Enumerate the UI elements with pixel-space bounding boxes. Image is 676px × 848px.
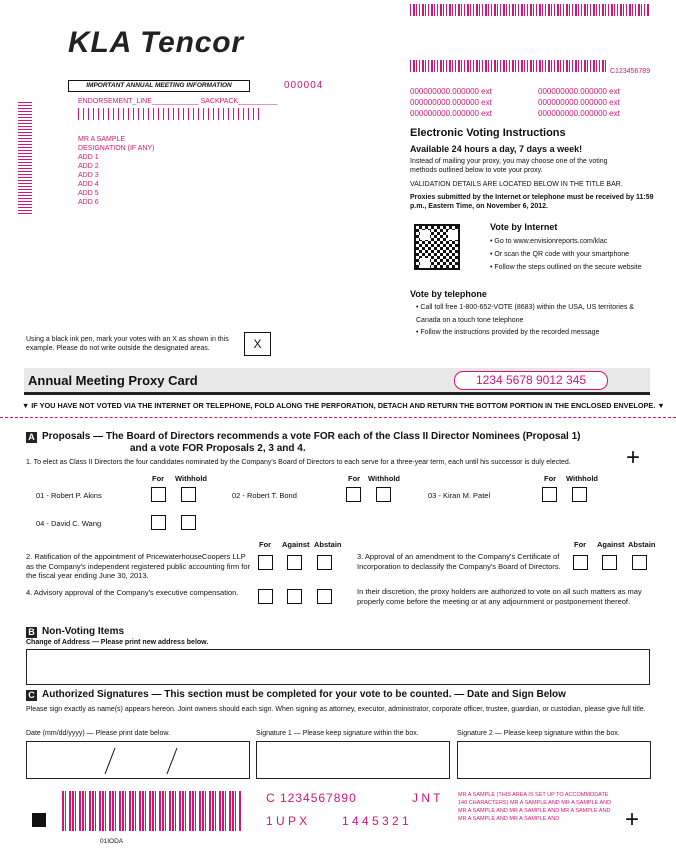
plus-mark: +	[626, 444, 641, 471]
section-a-title-1: Proposals — The Board of Directors recommends a vote FOR each of the Class II Director Nominees (Proposal 1)	[42, 431, 581, 442]
nominee-3: 03 - Kiran M. Patel	[428, 491, 491, 500]
ext-number: 000000000.000000 ext	[538, 109, 620, 118]
address-line: ADD 1	[78, 154, 99, 161]
proposal-2-text: 2. Ratification of the appointment of PricewaterhouseCoopers LLP as the Company's independent registered public accounting firm for the fiscal year ending June 30, 2013.	[26, 552, 251, 580]
nominee-2-withhold-checkbox[interactable]	[376, 487, 391, 502]
qr-code[interactable]	[414, 224, 460, 270]
col-for: For	[574, 540, 587, 549]
col-for: For	[544, 474, 557, 483]
signature-1-label: Signature 1 — Please keep signature within the box.	[256, 730, 419, 737]
nominee-4-for-checkbox[interactable]	[151, 515, 166, 530]
logo	[68, 22, 248, 60]
proposal-4-abstain-checkbox[interactable]	[317, 589, 332, 604]
vote-internet	[490, 222, 660, 274]
top-barcode	[410, 4, 650, 16]
col-for: For	[259, 540, 272, 549]
address-line: ADD 6	[78, 199, 99, 206]
footer-code-1: C 1234567890	[266, 791, 357, 805]
endorsement-line: ENDORSEMENT_LINE____________ SACKPACK__________	[78, 98, 278, 105]
proposal-2-for-checkbox[interactable]	[258, 555, 273, 570]
nominee-2: 02 - Robert T. Bond	[232, 491, 297, 500]
date-field[interactable]	[26, 741, 250, 779]
address-line: ADD 3	[78, 172, 99, 179]
proposal-3-for-checkbox[interactable]	[573, 555, 588, 570]
proposal-3-abstain-checkbox[interactable]	[632, 555, 647, 570]
nominee-1: 01 - Robert P. Akins	[36, 491, 102, 500]
evi-intro: Instead of mailing your proxy, you may choose one of the voting methods outlined below to vote your proxy.	[410, 158, 608, 174]
nominee-4: 04 - David C. Wang	[36, 519, 102, 528]
nominee-2-for-checkbox[interactable]	[346, 487, 361, 502]
proposal-3-text: 3. Approval of an amendment to the Company's Certificate of Incorporation to declassify the Company's Board of Directors.	[357, 552, 561, 571]
nominee-4-withhold-checkbox[interactable]	[181, 515, 196, 530]
section-c-title: Authorized Signatures — This section must be completed for your vote to be counted. — Date and Sign Below	[42, 689, 566, 700]
evi-deadline: Proxies submitted by the Internet or telephone must be received by 11:59 p.m., Eastern Time, on November 6, 2012.	[410, 194, 654, 210]
ink-instruction: Using a black ink pen, mark your votes with an X as shown in this example. Please do not write outside the designated areas.	[26, 336, 229, 352]
electronic-voting	[410, 127, 660, 211]
nominee-3-withhold-checkbox[interactable]	[572, 487, 587, 502]
evi-title: Electronic Voting Instructions	[410, 127, 566, 139]
col-against: Against	[282, 540, 310, 549]
col-abstain: Abstain	[628, 540, 656, 549]
address-line: ADD 5	[78, 190, 99, 197]
section-b-marker: B	[26, 627, 37, 638]
vote-telephone	[410, 289, 660, 340]
bottom-barcode	[62, 791, 242, 831]
section-a-marker: A	[26, 432, 37, 443]
address-line: ADD 2	[78, 163, 99, 170]
nominee-1-for-checkbox[interactable]	[151, 487, 166, 502]
address-line: MR A SAMPLE	[78, 136, 126, 143]
col-against: Against	[597, 540, 625, 549]
signature-2-field[interactable]	[457, 741, 651, 779]
example-x-box: X	[244, 332, 271, 356]
internet-step: • Or scan the QR code with your smartphone	[490, 251, 630, 258]
signature-1-field[interactable]	[256, 741, 450, 779]
fold-instruction: ▼ IF YOU HAVE NOT VOTED VIA THE INTERNET OR TELEPHONE, FOLD ALONG THE PERFORATION, DETACH AND RETURN THE BOTTOM PORTION IN THE ENCLOSED ENVELOPE. ▼	[22, 401, 665, 410]
address-line: ADD 4	[78, 181, 99, 188]
left-vertical-barcode	[18, 100, 32, 214]
kla-tencor-logo	[68, 22, 248, 60]
change-address-field[interactable]	[26, 649, 650, 685]
address-line: DESIGNATION (IF ANY)	[78, 145, 155, 152]
barcode-code: C123456789	[610, 68, 651, 75]
date-slashes	[27, 742, 249, 778]
section-c-marker: C	[26, 690, 37, 701]
col-withhold: Withhold	[368, 474, 401, 483]
nominee-1-withhold-checkbox[interactable]	[181, 487, 196, 502]
internet-step[interactable]: • Go to www.envisionreports.com/klac	[490, 238, 608, 245]
evi-validation: VALIDATION DETAILS ARE LOCATED BELOW IN THE TITLE BAR.	[410, 181, 623, 188]
col-for: For	[152, 474, 165, 483]
ext-number: 000000000.000000 ext	[410, 98, 492, 107]
section-a-title-2: and a vote FOR Proposals 2, 3 and 4.	[130, 443, 306, 454]
ext-numbers-right	[538, 86, 620, 119]
evi-availability: Available 24 hours a day, 7 days a week!	[410, 144, 583, 154]
footer-code-2: 1 U P X	[266, 814, 308, 828]
proposal-4-text: 4. Advisory approval of the Company's executive compensation.	[26, 588, 239, 597]
internet-step: • Follow the steps outlined on the secure website	[490, 264, 642, 271]
telephone-steps	[410, 302, 660, 340]
proposal-2-abstain-checkbox[interactable]	[317, 555, 332, 570]
col-for: For	[348, 474, 361, 483]
registration-mark	[32, 813, 46, 827]
proposal-4-for-checkbox[interactable]	[258, 589, 273, 604]
col-abstain: Abstain	[314, 540, 342, 549]
signature-instructions: Please sign exactly as name(s) appears hereon. Joint owners should each sign. When signing as attorney, executor, administrator, corporate officer, trustee, guardian, or custodian, please give full title.	[26, 706, 646, 713]
discretion-text: In their discretion, the proxy holders are authorized to vote on all such matters as may properly come before the meeting or at any adjournment or postponement thereof.	[357, 587, 642, 606]
proposal-2-against-checkbox[interactable]	[287, 555, 302, 570]
sequence-number: 000004	[284, 80, 324, 91]
section-b-title: Non-Voting Items	[42, 626, 125, 637]
ext-numbers-left	[410, 86, 492, 119]
logo-text: KLA Tencor	[68, 26, 243, 59]
meeting-info-box: IMPORTANT ANNUAL MEETING INFORMATION	[68, 80, 250, 92]
signature-2-label: Signature 2 — Please keep signature within the box.	[457, 730, 620, 737]
ext-number: 000000000.000000 ext	[538, 98, 620, 107]
perforation-line	[0, 417, 676, 418]
telephone-title: Vote by telephone	[410, 289, 487, 299]
col-withhold: Withhold	[566, 474, 599, 483]
footer-jnt: J N T	[412, 791, 441, 805]
proposal-4-against-checkbox[interactable]	[287, 589, 302, 604]
change-address-label: Change of Address — Please print new address below.	[26, 639, 209, 646]
telephone-step: • Follow the instructions provided by the recorded message	[416, 329, 600, 336]
col-withhold: Withhold	[175, 474, 208, 483]
proposal-3-against-checkbox[interactable]	[602, 555, 617, 570]
proposal-1-text: 1. To elect as Class II Directors the four candidates nominated by the Company's Board of Directors to each serve for a three-year term, each until his successor is duly elected.	[26, 459, 571, 466]
ext-number: 000000000.000000 ext	[410, 109, 492, 118]
footer-code-3: 1 4 4 5 3 2 1	[342, 814, 409, 828]
form-id: 01IODA	[100, 838, 124, 845]
internet-steps	[490, 235, 660, 274]
mid-barcode	[410, 60, 606, 72]
ext-number: 000000000.000000 ext	[410, 87, 492, 96]
plus-mark: +	[625, 806, 640, 833]
date-label: Date (mm/dd/yyyy) — Please print date below.	[26, 730, 170, 737]
address-block	[78, 135, 155, 207]
ext-number: 000000000.000000 ext	[538, 87, 620, 96]
footer-sample-text: MR A SAMPLE (THIS AREA IS SET UP TO ACCOMMODATE 140 CHARACTERS) MR A SAMPLE AND MR A SAMPLE AND MR A SAMPLE AND MR A SAMPLE AND MR A SAMPLE AND MR A SAMPLE AND MR A SAMPLE AND	[458, 792, 612, 822]
control-number: 1234 5678 9012 345	[454, 371, 608, 390]
card-title: Annual Meeting Proxy Card	[28, 373, 198, 388]
nominee-3-for-checkbox[interactable]	[542, 487, 557, 502]
internet-title: Vote by Internet	[490, 222, 558, 232]
postal-barcode	[78, 108, 262, 120]
telephone-step: • Call toll free 1-800-652-VOTE (8683) within the USA, US territories & Canada on a touch tone telephone	[416, 304, 634, 324]
